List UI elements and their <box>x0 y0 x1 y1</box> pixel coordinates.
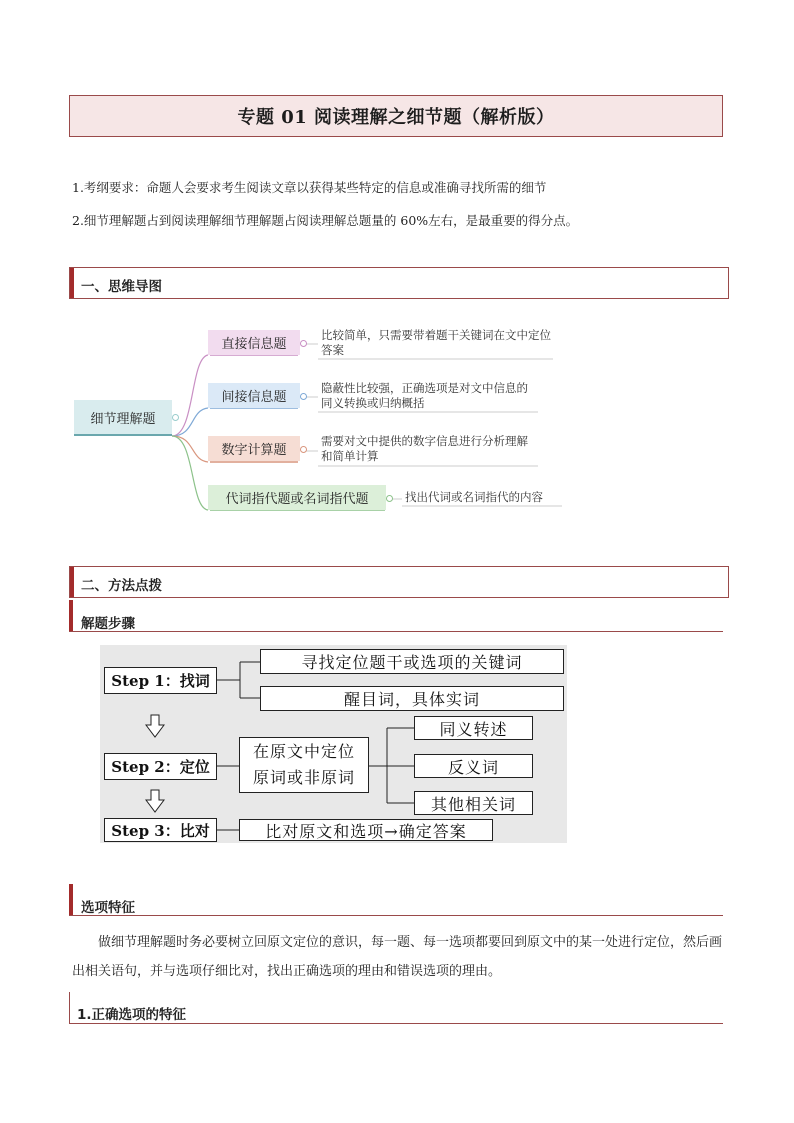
collapse-icon <box>386 495 393 502</box>
subsection-features-header <box>69 884 723 916</box>
collapse-icon <box>172 414 179 421</box>
subsection-steps-header <box>69 600 723 632</box>
step-1-label: Step 1：找词 <box>104 667 217 694</box>
mindmap-node-indirect: 间接信息题 <box>208 383 300 408</box>
section-mindmap-header <box>69 267 729 299</box>
subsection-title: 解题步骤 <box>81 616 135 632</box>
subsection-accent-bar <box>69 992 70 1023</box>
step-2-locate-line2: 原词或非原词 <box>252 768 355 787</box>
steps-diagram <box>100 645 567 843</box>
step-2-antonym-box: 反义词 <box>414 754 533 778</box>
page-title: 专题 01 阅读理解之细节题（解析版） <box>237 107 555 128</box>
mindmap-desc-pronoun: 找出代词或名词指代的内容 <box>405 490 543 504</box>
mindmap-root: 细节理解题 <box>74 400 172 436</box>
section-title: 一、思维导图 <box>81 279 162 295</box>
connector-direct <box>172 355 208 436</box>
section-title: 二、方法点拨 <box>81 578 162 594</box>
step-3-compare-box: 比对原文和选项→确定答案 <box>239 819 493 841</box>
collapse-icon <box>300 446 307 453</box>
step-2-related-box: 其他相关词 <box>414 791 533 815</box>
step-1-keyword-box: 寻找定位题干或选项的关键词 <box>260 649 564 674</box>
step-2-locate-line1: 在原文中定位 <box>252 742 355 761</box>
subsection-accent-bar <box>69 884 73 915</box>
subsection-title: 选项特征 <box>81 900 135 916</box>
step-1-content-box: 醒目词，具体实词 <box>260 686 564 711</box>
mindmap-desc-indirect: 隐蔽性比较强，正确选项是对文中信息的同义转换或归纳概括 <box>321 381 528 410</box>
step-2-locate-box <box>239 737 369 793</box>
connector-indirect <box>172 408 208 436</box>
mindmap-node-pronoun: 代词指代题或名词指代题 <box>208 485 386 510</box>
section-method-header <box>69 566 729 598</box>
connector-pronoun <box>172 436 208 510</box>
mindmap-desc-direct: 比较简单，只需要带着题干关键词在文中定位答案 <box>321 328 551 357</box>
requirement-1: 1.考纲要求：命题人会要求考生阅读文章以获得某些特定的信息或准确寻找所需的细节 <box>72 180 547 195</box>
features-paragraph: 做细节理解题时务必要树立回原文定位的意识，每一题、每一选项都要回到原文中的某一处进行定位，然后画出相关语句，并与选项仔细比对，找出正确选项的理由和错误选项的理由。 <box>72 935 723 979</box>
section-accent-bar <box>70 268 74 298</box>
subsection-correct-header <box>69 992 723 1024</box>
step-2-label: Step 2：定位 <box>104 753 217 780</box>
connector-number <box>172 436 208 462</box>
mindmap-node-direct: 直接信息题 <box>208 330 300 355</box>
step-2-synonym-box: 同义转述 <box>414 716 533 740</box>
mindmap-desc-number: 需要对文中提供的数字信息进行分析理解和简单计算 <box>321 434 528 463</box>
section-accent-bar <box>70 567 74 597</box>
title-box <box>69 95 723 137</box>
mindmap-node-number: 数字计算题 <box>208 436 300 461</box>
subsection-title: 1.正确选项的特征 <box>77 1007 187 1023</box>
collapse-icon <box>300 393 307 400</box>
subsection-accent-bar <box>69 600 73 631</box>
step-3-label: Step 3：比对 <box>104 818 217 842</box>
requirement-2: 2.细节理解题占到阅读理解细节理解题占阅读理解总题量的 60%左右，是最重要的得分点。 <box>72 213 579 228</box>
collapse-icon <box>300 340 307 347</box>
